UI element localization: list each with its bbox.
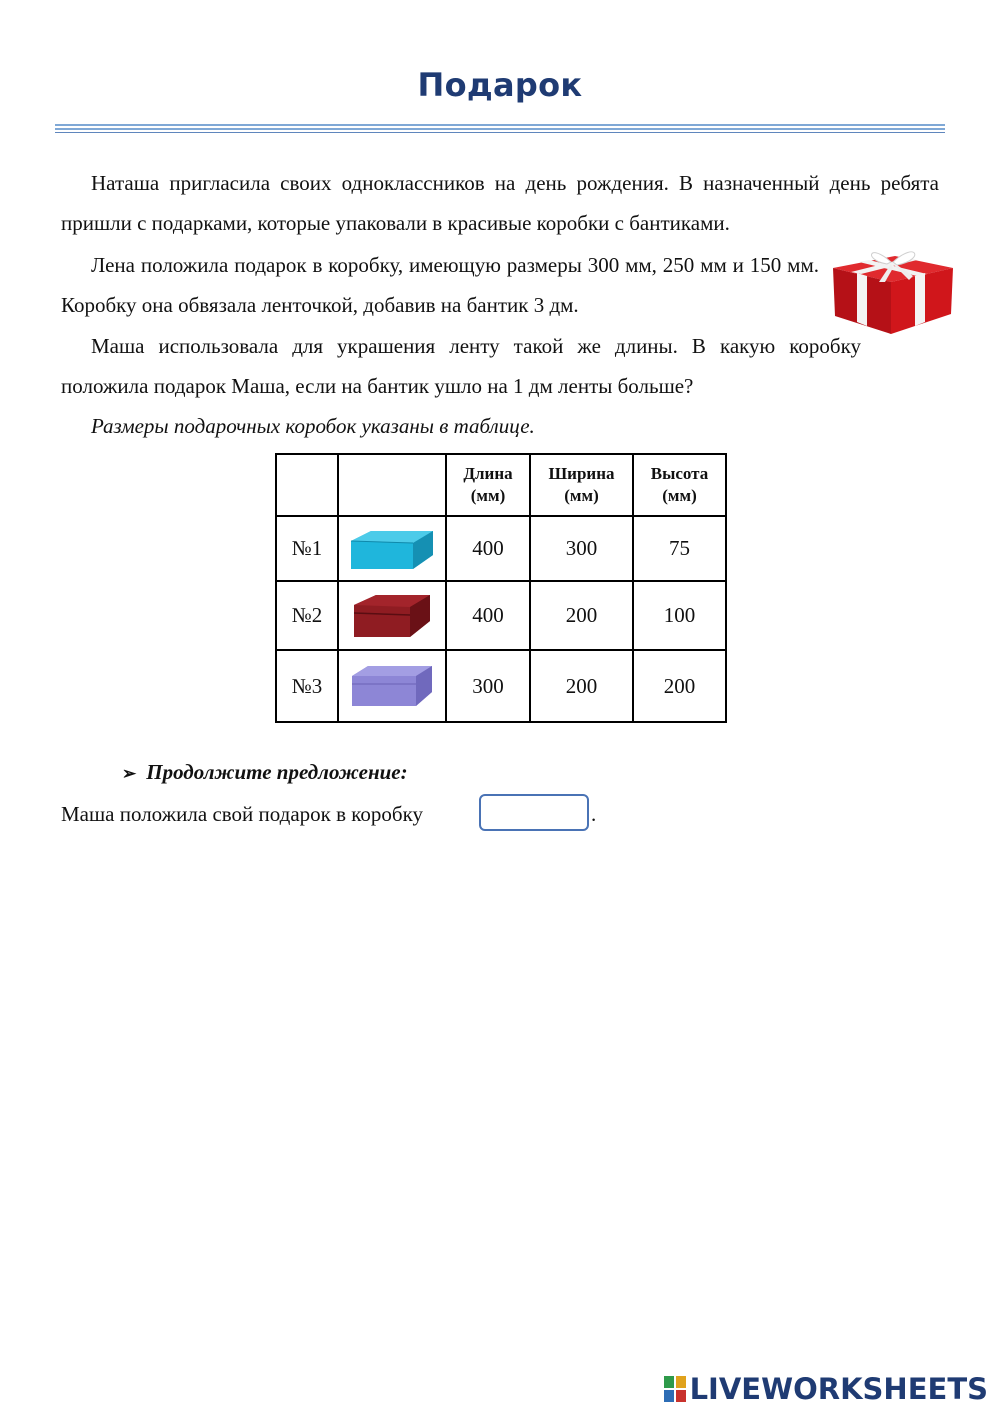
box-image-burgundy <box>338 581 446 650</box>
header-number <box>276 454 338 516</box>
height-value: 200 <box>633 650 726 722</box>
row-number: №3 <box>276 650 338 722</box>
header-length: Длина (мм) <box>446 454 530 516</box>
width-value: 200 <box>530 581 633 650</box>
title-divider-middle <box>55 128 945 130</box>
liveworksheets-logo <box>664 1372 988 1406</box>
title-divider-top <box>55 124 945 126</box>
title-divider-bottom <box>55 132 945 133</box>
table-row <box>276 581 726 650</box>
height-value: 75 <box>633 516 726 581</box>
table-row <box>276 650 726 722</box>
width-value: 300 <box>530 516 633 581</box>
header-width: Ширина (мм) <box>530 454 633 516</box>
length-value: 300 <box>446 650 530 722</box>
length-value: 400 <box>446 581 530 650</box>
length-value: 400 <box>446 516 530 581</box>
table-header-row <box>276 454 726 516</box>
page-title: Подарок <box>417 66 583 104</box>
paragraph-lena: Лена положила подарок в коробку, имеющую размеры 300 мм, 250 мм и 150 мм. Коробку она обвязала ленточкой, добавив на бантик 3 дм. <box>61 253 819 317</box>
box-image-lavender <box>338 650 446 722</box>
width-value: 200 <box>530 650 633 722</box>
answer-sentence: Маша положила свой подарок в коробку <box>61 802 424 826</box>
box-image-cyan <box>338 516 446 581</box>
paragraph-table-note: Размеры подарочных коробок указаны в таблице. <box>91 414 535 438</box>
table-row <box>276 516 726 581</box>
height-value: 100 <box>633 581 726 650</box>
row-number: №2 <box>276 581 338 650</box>
answer-period: . <box>591 802 597 826</box>
brand-name: LIVEWORKSHEETS <box>689 1372 988 1406</box>
header-image <box>338 454 446 516</box>
gift-box-image <box>829 238 957 338</box>
task-prompt <box>122 760 408 785</box>
liveworksheets-icon <box>664 1376 686 1402</box>
answer-input[interactable] <box>479 794 589 831</box>
box-size-table <box>275 453 727 723</box>
paragraph-intro: Наташа пригласила своих одноклассников на день рождения. В назначенный день ребята пришли с подарками, которые упаковали в красивые коробки с бантиками. <box>61 171 939 235</box>
header-height: Высота (мм) <box>633 454 726 516</box>
task-prompt-label: Продолжите предложение: <box>146 760 408 784</box>
paragraph-masha: Маша использовала для украшения ленту такой же длины. В какую коробку положила подарок Маша, если на бантик ушло на 1 дм ленты больше? <box>61 334 861 398</box>
row-number: №1 <box>276 516 338 581</box>
arrow-bullet-icon: ➢ <box>122 764 137 783</box>
